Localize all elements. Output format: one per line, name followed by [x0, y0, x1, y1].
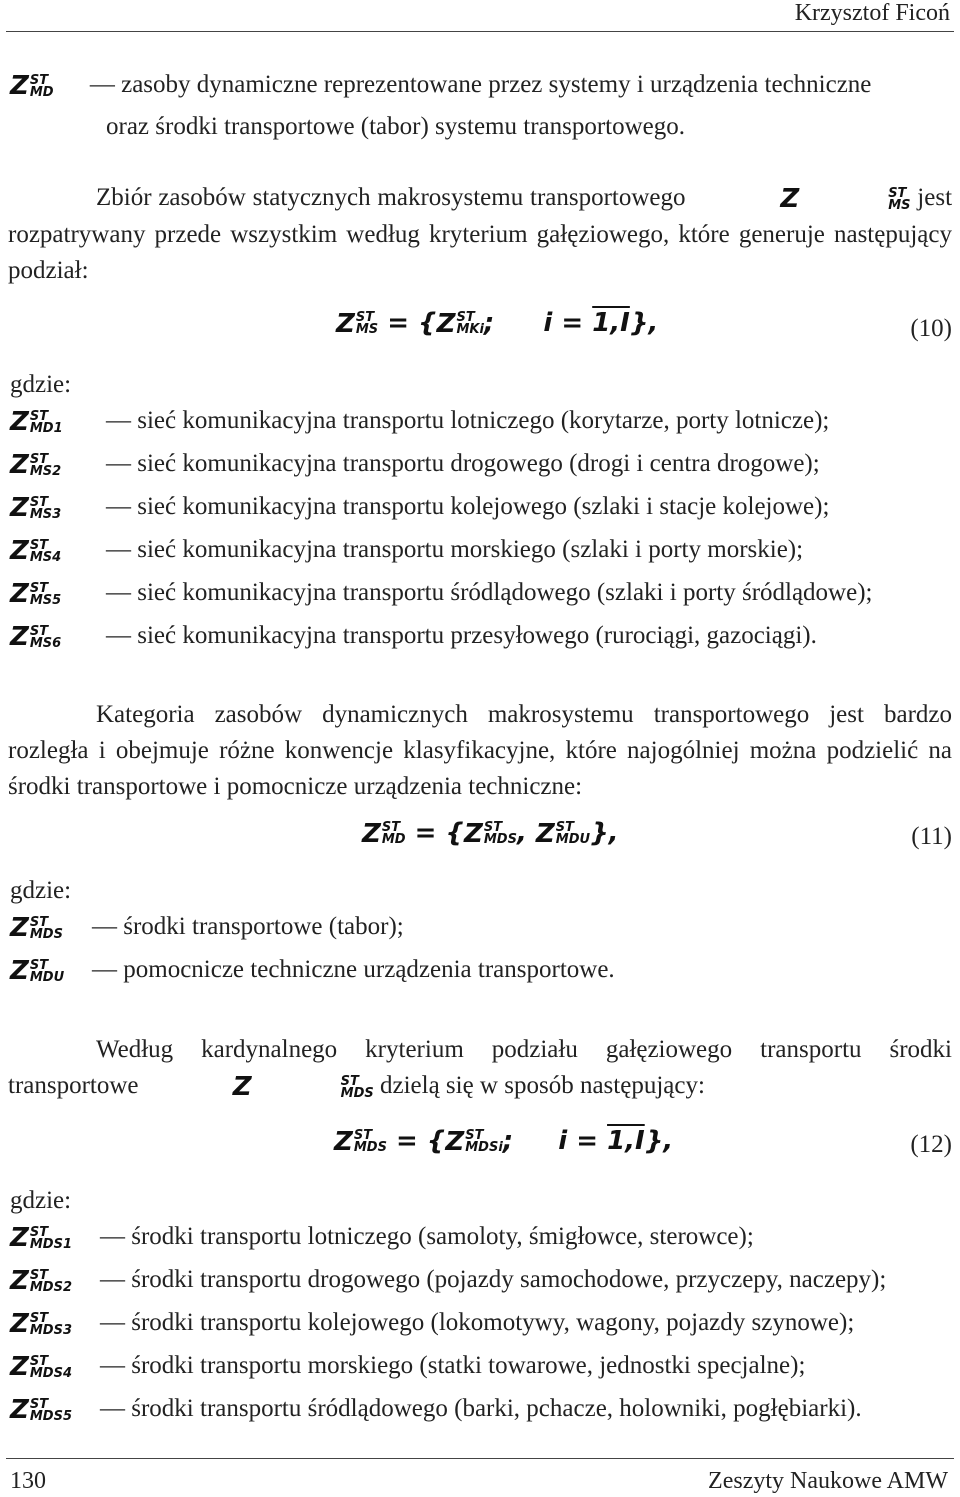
- list-dynamic-resources: [10, 910, 615, 996]
- symbol-z-st-md: Z ST MD: [10, 71, 54, 102]
- header-rule: [6, 31, 954, 32]
- list-item: Z ST MDS4 — środki transportu morskiego (statki towarowe, jednostki specjalne);: [10, 1352, 806, 1383]
- list-item: Z ST MDS1 — środki transportu lotniczego (samoloty, śmigłowce, sterowce);: [10, 1223, 754, 1254]
- list-item: Z ST MS4 — sieć komunikacyjna transportu morskiego (szlaki i porty morskie);: [10, 536, 804, 567]
- list-item: Z ST MDS3 — środki transportu kolejowego (lokomotywy, wagony, pojazdy szynowe);: [10, 1309, 855, 1340]
- intro-item-continuation: oraz środki transportowe (tabor) systemu transportowego.: [106, 113, 686, 140]
- list-item: Z ST MDS5 — środki transportu śródlądowego (barki, pchacze, holowniki, pogłębiarki).: [10, 1395, 862, 1426]
- list-item: Z ST MDU — pomocnicze techniczne urządzenia transportowe.: [10, 956, 615, 987]
- equation-number-11: (11): [911, 823, 952, 850]
- where-label-2: gdzie:: [10, 877, 72, 904]
- paragraph-1: Zbiór zasobów statycznych makrosystemu transportowego Z ST MS jest rozpatrywany przede wszystkim według kryterium gałęziowego, które generuje następujący podział:: [8, 180, 952, 289]
- list-item: Z ST MS5 — sieć komunikacyjna transportu śródlądowego (szlaki i porty śródlądowe);: [10, 579, 873, 610]
- equation-number-10: (10): [910, 315, 952, 342]
- symbol-z-st-ms: Z ST MS: [780, 184, 911, 215]
- list-item: Z ST MS6 — sieć komunikacyjna transportu przesyłowego (rurociągi, gazociągi).: [10, 622, 817, 653]
- list-transport-means: [10, 1220, 886, 1435]
- equation-10: Z ST MS = {Z ST MKi ; i = 1,I},: [336, 308, 659, 339]
- running-header: Krzysztof Ficoń: [794, 0, 950, 26]
- journal-name: Zeszyty Naukowe AMW: [708, 1468, 948, 1494]
- intro-item: [10, 68, 871, 103]
- list-item: Z ST MS2 — sieć komunikacyjna transportu drogowego (drogi i centra drogowe);: [10, 450, 820, 481]
- list-item: Z ST MD1 — sieć komunikacyjna transportu lotniczego (korytarze, porty lotnicze);: [10, 407, 830, 438]
- where-label-3: gdzie:: [10, 1187, 72, 1214]
- list-item: Z ST MS3 — sieć komunikacyjna transportu kolejowego (szlaki i stacje kolejowe);: [10, 493, 830, 524]
- page-number: 130: [10, 1468, 46, 1494]
- list-item: Z ST MDS — środki transportowe (tabor);: [10, 913, 404, 944]
- list-network-types: [10, 404, 872, 662]
- equation-12: Z ST MDS = {Z ST MDSi ; i = 1,I},: [334, 1126, 674, 1157]
- footer-rule: [6, 1458, 954, 1459]
- symbol-z-st-mds: Z ST MDS: [232, 1072, 374, 1103]
- paragraph-3: Według kardynalnego kryterium podziału gałęziowego transportu środki transportowe Z ST MDS dzielą się w sposób następujący:: [8, 1032, 952, 1105]
- paragraph-2: Kategoria zasobów dynamicznych makrosystemu transportowego jest bardzo rozległa i obejmuje różne konwencje klasyfikacyjne, które najogólniej można podzielić na środki transportowe i pomocnicze urządzenia techniczne:: [8, 701, 952, 800]
- equation-11: Z ST MD = {Z ST MDS , Z ST MDU },: [362, 818, 619, 849]
- intro-item-text: — zasoby dynamiczne reprezentowane przez systemy i urządzenia techniczne: [89, 71, 872, 98]
- list-item: Z ST MDS2 — środki transportu drogowego (pojazdy samochodowe, przyczepy, naczepy);: [10, 1266, 887, 1297]
- where-label-1: gdzie:: [10, 371, 72, 398]
- equation-number-12: (12): [910, 1131, 952, 1158]
